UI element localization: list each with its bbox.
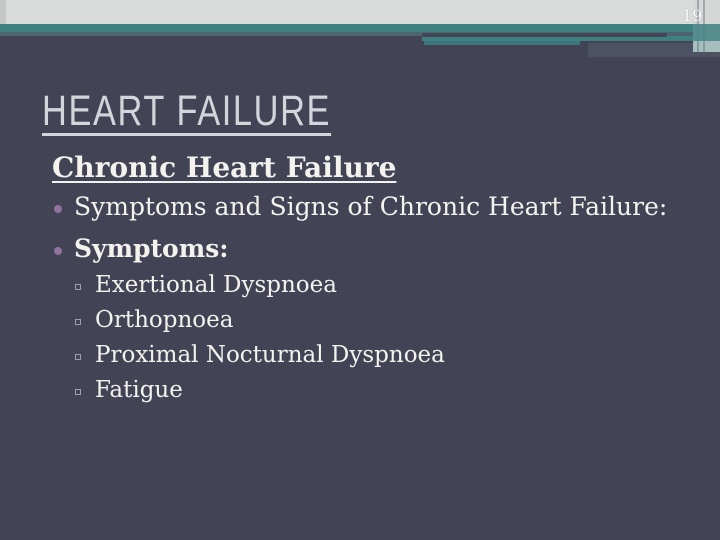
sub-bullet-text: Exertional Dyspnoea — [95, 272, 337, 298]
stripe-teal-overlay — [693, 24, 720, 41]
content-area — [52, 150, 702, 408]
bullet-dot-icon — [54, 205, 62, 213]
teal-step-strip-2 — [424, 41, 580, 45]
sub-bullet-item — [75, 338, 702, 373]
slide-title: HEART FAILURE — [42, 87, 332, 135]
top-gray-bar — [0, 0, 720, 24]
bullet-square-icon — [75, 389, 81, 395]
sub-bullet-item — [75, 373, 702, 408]
sub-bullet-text: Orthopnoea — [95, 307, 234, 333]
sub-bullet-item — [75, 268, 702, 303]
top-bar-left-shade — [0, 0, 6, 24]
bullet-item — [52, 234, 702, 264]
sub-bullet-text: Fatigue — [95, 377, 183, 403]
sub-bullet-text: Proximal Nocturnal Dyspnoea — [95, 342, 445, 368]
sub-bullet-list — [75, 268, 702, 408]
sub-bullet-item — [75, 303, 702, 338]
bullet-square-icon — [75, 319, 81, 325]
bullet-text: Symptoms: — [74, 234, 229, 263]
top-teal-bar — [0, 24, 720, 32]
stripe-teal-pale-overlay — [693, 41, 720, 52]
bullet-square-icon — [75, 354, 81, 360]
bullet-item — [52, 192, 702, 222]
bullet-square-icon — [75, 284, 81, 290]
bullet-dot-icon — [54, 247, 62, 255]
bullet-text: Symptoms and Signs of Chronic Heart Failure: — [74, 192, 668, 221]
slide-number: 19 — [682, 6, 703, 25]
dark-step-line — [422, 33, 667, 37]
content-heading: Chronic Heart Failure — [52, 151, 397, 184]
